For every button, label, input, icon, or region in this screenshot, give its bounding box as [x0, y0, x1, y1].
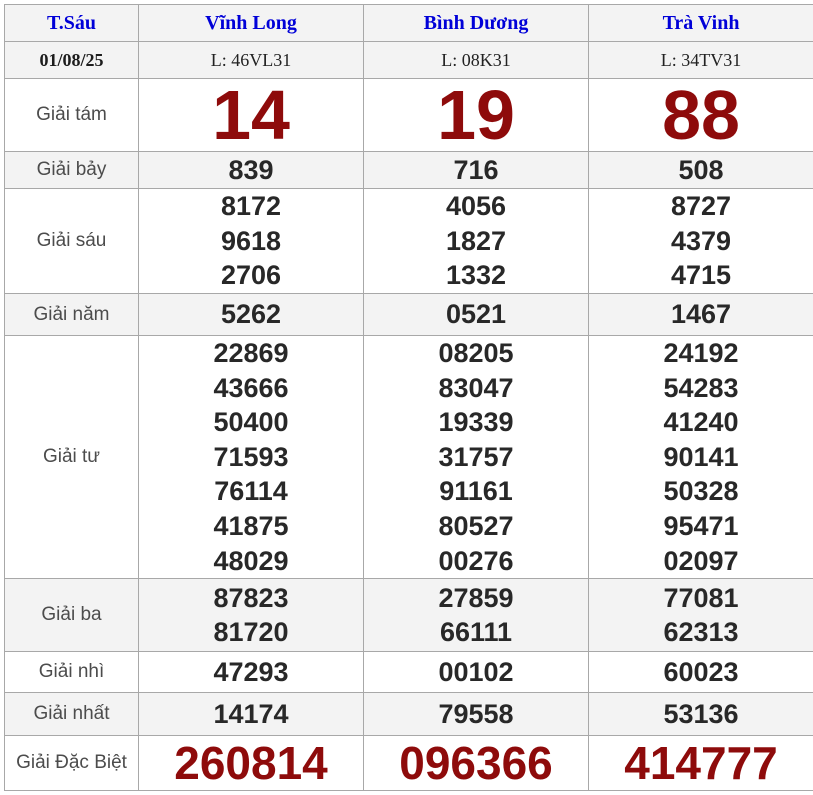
winning-number: 14 — [139, 79, 363, 151]
prize-value-cell — [589, 693, 813, 736]
winning-number: 096366 — [364, 737, 588, 789]
prize-value-cell — [364, 294, 589, 336]
province-link-vinh-long[interactable]: Vĩnh Long — [139, 5, 364, 42]
prize-value-cell — [589, 189, 813, 294]
prize-label-giai-tu: Giải tư — [5, 336, 139, 579]
header-row — [5, 5, 813, 42]
lottery-results-table — [4, 4, 813, 791]
winning-number: 81720 — [139, 615, 363, 650]
prize-value-cell — [364, 152, 589, 189]
prize-value-cell — [589, 736, 813, 791]
winning-number: 22869 — [139, 336, 363, 371]
winning-number: 4715 — [589, 258, 813, 293]
ticket-code-binh-duong: L: 08K31 — [364, 42, 589, 79]
winning-number: 87823 — [139, 581, 363, 616]
winning-number: 79558 — [364, 697, 588, 732]
winning-number: 88 — [589, 79, 813, 151]
winning-number: 1827 — [364, 224, 588, 259]
prize-label-giai-bay: Giải bảy — [5, 152, 139, 189]
winning-number: 14174 — [139, 697, 363, 732]
prize-value-cell — [139, 189, 364, 294]
winning-number: 53136 — [589, 697, 813, 732]
prize-value-cell — [364, 736, 589, 791]
prize-value-cell — [364, 79, 589, 152]
prize-value-cell — [589, 652, 813, 693]
prize-value-cell — [589, 152, 813, 189]
winning-number: 31757 — [364, 440, 588, 475]
prize-value-cell — [139, 79, 364, 152]
prize-value-cell — [589, 79, 813, 152]
winning-number: 1332 — [364, 258, 588, 293]
winning-number: 90141 — [589, 440, 813, 475]
prize-label-giai-dac-biet: Giải Đặc Biệt — [5, 736, 139, 791]
winning-number: 47293 — [139, 655, 363, 690]
winning-number: 91161 — [364, 474, 588, 509]
winning-number: 00102 — [364, 655, 588, 690]
winning-number: 83047 — [364, 371, 588, 406]
prize-label-giai-nam: Giải năm — [5, 294, 139, 336]
winning-number: 62313 — [589, 615, 813, 650]
prize-row-giai-bay — [5, 152, 813, 189]
winning-number: 0521 — [364, 297, 588, 332]
prize-row-giai-nam — [5, 294, 813, 336]
winning-number: 716 — [364, 153, 588, 188]
winning-number: 41875 — [139, 509, 363, 544]
prize-row-giai-dac-biet — [5, 736, 813, 791]
prize-row-giai-ba — [5, 579, 813, 652]
prize-value-cell — [364, 336, 589, 579]
winning-number: 60023 — [589, 655, 813, 690]
winning-number: 8727 — [589, 189, 813, 224]
winning-number: 08205 — [364, 336, 588, 371]
prize-value-cell — [139, 736, 364, 791]
prize-label-giai-ba: Giải ba — [5, 579, 139, 652]
prize-row-giai-tam — [5, 79, 813, 152]
prize-value-cell — [139, 294, 364, 336]
winning-number: 02097 — [589, 544, 813, 579]
winning-number: 71593 — [139, 440, 363, 475]
province-link-binh-duong[interactable]: Bình Dương — [364, 5, 589, 42]
winning-number: 50328 — [589, 474, 813, 509]
winning-number: 19 — [364, 79, 588, 151]
winning-number: 1467 — [589, 297, 813, 332]
prize-value-cell — [589, 336, 813, 579]
winning-number: 41240 — [589, 405, 813, 440]
prize-value-cell — [139, 152, 364, 189]
winning-number: 414777 — [589, 737, 813, 789]
prize-value-cell — [139, 579, 364, 652]
winning-number: 8172 — [139, 189, 363, 224]
date-row — [5, 42, 813, 79]
winning-number: 508 — [589, 153, 813, 188]
winning-number: 19339 — [364, 405, 588, 440]
winning-number: 24192 — [589, 336, 813, 371]
winning-number: 50400 — [139, 405, 363, 440]
prize-row-giai-sau — [5, 189, 813, 294]
winning-number: 00276 — [364, 544, 588, 579]
prize-row-giai-nhi — [5, 652, 813, 693]
weekday-link[interactable]: T.Sáu — [5, 5, 139, 42]
prize-row-giai-tu — [5, 336, 813, 579]
winning-number: 80527 — [364, 509, 588, 544]
prize-value-cell — [364, 579, 589, 652]
ticket-code-tra-vinh: L: 34TV31 — [589, 42, 813, 79]
prize-value-cell — [139, 693, 364, 736]
winning-number: 2706 — [139, 258, 363, 293]
prize-label-giai-nhat: Giải nhất — [5, 693, 139, 736]
winning-number: 5262 — [139, 297, 363, 332]
prize-row-giai-nhat — [5, 693, 813, 736]
prize-value-cell — [589, 579, 813, 652]
winning-number: 48029 — [139, 544, 363, 579]
winning-number: 4056 — [364, 189, 588, 224]
prize-label-giai-sau: Giải sáu — [5, 189, 139, 294]
winning-number: 4379 — [589, 224, 813, 259]
prize-value-cell — [364, 189, 589, 294]
winning-number: 76114 — [139, 474, 363, 509]
prize-label-giai-nhi: Giải nhì — [5, 652, 139, 693]
winning-number: 77081 — [589, 581, 813, 616]
winning-number: 66111 — [364, 615, 588, 650]
prize-value-cell — [139, 336, 364, 579]
winning-number: 27859 — [364, 581, 588, 616]
prize-value-cell — [364, 652, 589, 693]
prize-label-giai-tam: Giải tám — [5, 79, 139, 152]
winning-number: 54283 — [589, 371, 813, 406]
winning-number: 9618 — [139, 224, 363, 259]
winning-number: 43666 — [139, 371, 363, 406]
ticket-code-vinh-long: L: 46VL31 — [139, 42, 364, 79]
prize-value-cell — [589, 294, 813, 336]
winning-number: 839 — [139, 153, 363, 188]
prize-value-cell — [139, 652, 364, 693]
winning-number: 95471 — [589, 509, 813, 544]
winning-number: 260814 — [139, 737, 363, 789]
province-link-tra-vinh[interactable]: Trà Vinh — [589, 5, 813, 42]
draw-date: 01/08/25 — [5, 42, 139, 79]
prize-value-cell — [364, 693, 589, 736]
